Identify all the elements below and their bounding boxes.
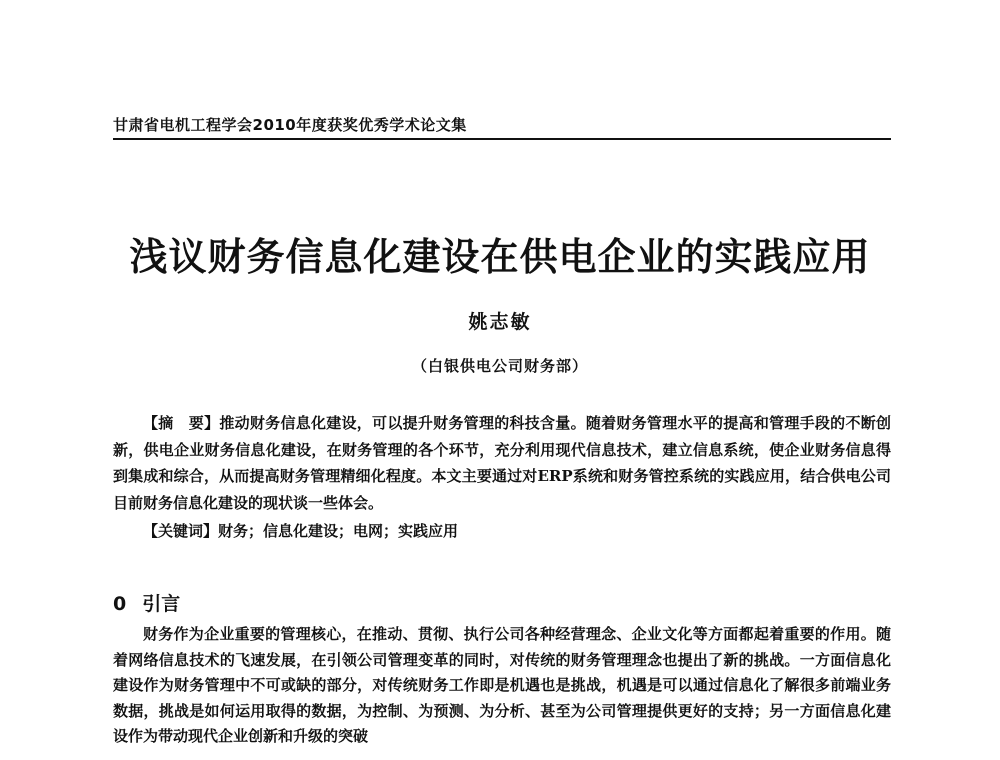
author-name: 姚志敏 xyxy=(468,311,532,333)
abstract-text: 推动财务信息化建设，可以提升财务管理的科技含量。随着财务管理水平的提高和管理手段的不断创新，供电企业财务信息化建设，在财务管理的各个环节，充分利用现代信息技术，建立信息系统，使企业财务信息得到集成和综合，从而提高财务管理精细化程度。本文主要通过对ERP系统和财务管控系统的实践应用，结合供电公司目前财务信息化建设的现状谈一些体会。 xyxy=(113,414,891,512)
body-paragraph: 财务作为企业重要的管理核心，在推动、贯彻、执行公司各种经营理念、企业文化等方面都起着重要的作用。随着网络信息技术的飞速发展，在引领公司管理变革的同时，对传统的财务管理理念也提出了新的挑战。一方面信息化建设作为财务管理中不可或缺的部分，对传统财务工作即是机遇也是挑战，机遇是可以通过信息化了解很多前端业务数据，挑战是如何运用取得的数据，为控制、为预测、为分析、甚至为公司管理提供更好的支持；另一方面信息化建设作为带动现代企业创新和升级的突破 xyxy=(113,625,891,745)
paper-title: 浅议财务信息化建设在供电企业的实践应用 xyxy=(129,234,871,279)
abstract xyxy=(113,410,891,516)
abstract-label: 【摘 要】 xyxy=(143,414,220,432)
keywords xyxy=(113,518,891,545)
keywords-text: 财务；信息化建设；电网；实践应用 xyxy=(218,522,459,540)
running-header: 甘肃省电机工程学会2010年度获奖优秀学术论文集 xyxy=(113,116,467,134)
keywords-label: 【关键词】 xyxy=(143,522,219,540)
section-number: 0 xyxy=(113,593,127,615)
section-heading xyxy=(113,589,180,616)
section-title: 引言 xyxy=(142,593,181,615)
header-rule xyxy=(113,138,891,140)
author-affiliation: （白银供电公司财务部） xyxy=(411,357,588,375)
